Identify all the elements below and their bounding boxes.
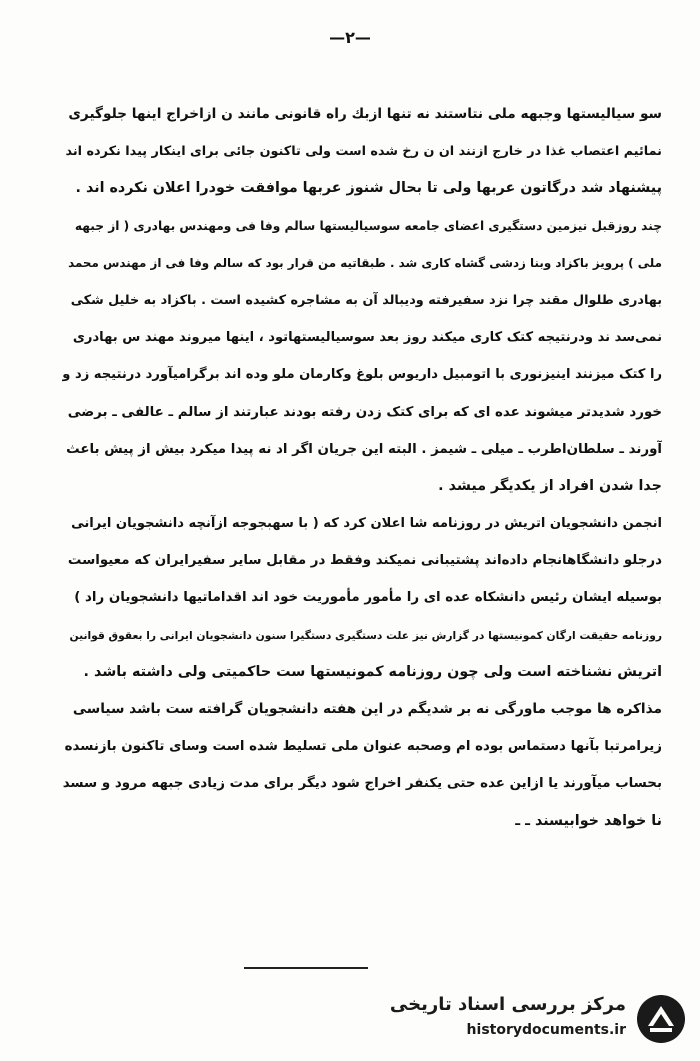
- text-line: زیرامرتبا بآنها دستماس بوده ام وصحبه عنوان ملی تسلیط شده است وسای تاکنون بازنسده: [64, 739, 662, 755]
- text-line: نا خواهد خوابیسند ـ ـ: [515, 812, 662, 829]
- body-text: [62, 96, 662, 840]
- text-line: بوسیله ایشان رئیس دانشکاه عده ای را مأمور مأموریت خود اند اقداماتیها دانشجویان راد ): [74, 590, 662, 606]
- watermark-url: historydocuments.ir: [466, 1022, 626, 1038]
- watermark: [389, 990, 692, 1050]
- end-divider: [244, 967, 368, 972]
- text-line: روزنامه حقیقت ارگان کمونیستها در گزارش نیز علت دستگیری دستگیرا سنون دانشجویان ایرانی را بعقوق قوانین: [69, 628, 662, 642]
- text-line: بحساب میآورند یا ازاین عده حتی یکنفر اخراج شود دیگر برای مدت زیادی جبهه مرود و سسد: [62, 776, 662, 792]
- text-line: مذاکره ها موجب ماورگی نه بر شدیگم در این هفته دانشجویان گرافته ست باشد سیاسی: [72, 701, 662, 717]
- text-line: انجمن دانشجویان اتریش در روزنامه شا اعلان کرد که ( با سهبجوجه ازآنچه دانشجویان ایرانی: [71, 516, 662, 532]
- text-line: پیشنهاد شد درگاتون عربها ولی تا بحال شنوز عربها موافقت خودرا اعلان نکرده اند .: [75, 180, 662, 197]
- text-line: درجلو دانشگاهانجام داده‌اند پشتیبانی نمیکند وفقط در مقابل سایر سفیرایران که معیواست: [67, 553, 662, 569]
- archive-logo-icon: [634, 992, 688, 1046]
- text-line: چند روزقبل نیزمین دستگیری اعضای جامعه سوسیالیستها سالم وفا فی ومهندس بهادری ( از جبهه: [74, 218, 662, 233]
- text-line: خورد شدیدتر میشوند عده ای که برای کتک زدن رفته بودند عبارتند از سالم ـ عالفی ـ برضی: [67, 404, 662, 420]
- text-line: بهادری طلوال مقند چرا نزد سفیرفته ودیبالد آن به مشاجره کشیده است . باکزاد به خلیل شکی: [70, 292, 662, 308]
- text-line: سو سیالیستها وجبهه ملی نتاستند نه تنها ازبك راه قانونی مانند ن ازاخراج اینها جلوگیری: [68, 106, 662, 122]
- text-line: نمی‌سد ند ودرنتیجه کتک کاری میکند روز بعد سوسیالیستهاتود ، اینها میروند مهند س بهادری: [72, 330, 662, 346]
- text-line: جدا شدن افراد از یکدیگر میشد .: [438, 477, 662, 494]
- text-line: اتریش نشناخته است ولی چون روزنامه کمونیستها ست حاکمیتی ولی داشته باشد .: [83, 663, 662, 680]
- watermark-title: مرکز بررسی اسناد تاریخی: [389, 994, 626, 1015]
- text-line: آورند ـ سلطان‌اطرب ـ میلی ـ شیمز . البته این جریان اگر اد نه پیدا میکرد بیش از پیش باعث: [66, 441, 662, 457]
- text-line: نمائیم اعتصاب غذا در خارج ازنند ان ن رخ شده است ولی تاکنون جائی برای اینکار پیدا نکرده اند: [65, 144, 662, 160]
- page-number: —۲—: [329, 28, 371, 47]
- text-line: را کتک میزنند اینیزنوری با اتومبیل داریوس بلوغ وکارمان ملو وده اند برگرامیآورد درنتیجه زد و: [62, 367, 662, 383]
- text-line: ملی ) پرویز باکزاد وبنا زدشی گشاه کاری شد . طبقاتیه من قرار بود که سالم وفا فی از مهندس محمد: [68, 255, 662, 270]
